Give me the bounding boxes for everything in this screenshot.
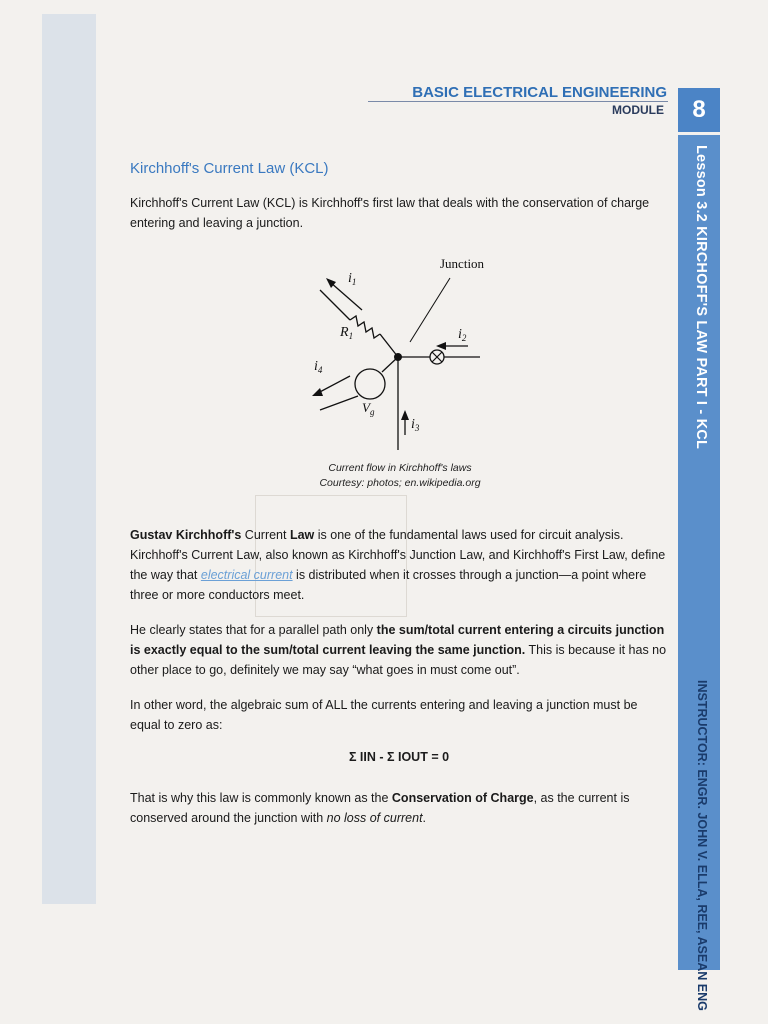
junction-node xyxy=(394,353,402,361)
course-title: BASIC ELECTRICAL ENGINEERING xyxy=(412,84,667,101)
arrow-i1 xyxy=(330,282,362,310)
text-span: This is because it has no other place to go, definitely we may say “what goes in must come out”. xyxy=(130,643,667,677)
label-i2: $i_2$ xyxy=(458,327,467,343)
kcl-statement-paragraph xyxy=(130,620,668,680)
label-i3: $i_3$ xyxy=(411,417,420,433)
junction-pointer xyxy=(410,278,450,342)
bold-name: Gustav Kirchhoff's xyxy=(130,528,242,542)
section-title: Kirchhoff's Current Law (KCL) xyxy=(130,160,329,177)
kcl-definition-paragraph xyxy=(130,525,668,605)
kcl-junction-figure xyxy=(290,250,510,460)
resistor-r1 xyxy=(350,316,380,338)
bold-conservation: Conservation of Charge xyxy=(391,791,534,805)
electrical-current-link[interactable]: electrical current xyxy=(200,568,293,582)
module-number: 8 xyxy=(692,96,706,123)
kcl-formula: Σ IIN - Σ IOUT = 0 xyxy=(348,750,450,764)
intro-paragraph: Kirchhoff's Current Law (KCL) is Kirchhoff's first law that deals with the conservation of charge entering and leaving a junction. xyxy=(130,196,650,230)
module-label: MODULE xyxy=(612,103,664,117)
instructor-label: INSTRUCTOR: ENGR. JOHN V. ELLA, REE, ASEAN ENG xyxy=(695,680,709,1011)
lesson-text: Lesson 3.2 KIRCHOFF'S LAW PART I - KCL xyxy=(693,145,709,450)
text-span: is one of the fundamental laws used for circuit analysis. Kirchhoff's Current Law, also known as Kirchhoff's Junction Law, and Kirchhoff's First Law, define the way that xyxy=(130,528,666,582)
text-span: is distributed when it crosses through a junction—a point where three or more conductors meet. xyxy=(130,568,647,602)
conservation-paragraph xyxy=(130,788,668,828)
lesson-label xyxy=(683,145,709,450)
text-span: Current xyxy=(241,528,290,542)
label-i4: $i_4$ xyxy=(314,359,323,375)
wire-r1-top xyxy=(320,290,350,320)
bold-statement: the sum/total current entering a circuits junction is exactly equal to the sum/total current leaving the same junction. xyxy=(130,623,665,657)
label-r1: $R_1$ xyxy=(340,325,354,341)
bold-law: Law xyxy=(289,528,315,542)
algebraic-sum-paragraph: In other word, the algebraic sum of ALL the currents entering and leaving a junction must be equal to zero as: xyxy=(130,698,638,732)
text-span: , as the current is conserved around the junction with xyxy=(130,791,630,825)
label-i1: $i_1$ xyxy=(348,271,357,287)
header-divider xyxy=(368,101,668,102)
text-span: That is why this law is commonly known as the xyxy=(130,791,392,805)
junction-label: Junction xyxy=(440,256,485,271)
caption-line-2: Courtesy: photos; en.wikipedia.org xyxy=(319,477,481,489)
left-margin-strip xyxy=(42,14,96,904)
wire-r1-junction xyxy=(380,334,398,357)
italic-no-loss: no loss of current xyxy=(326,811,423,825)
label-vg: $V_g$ xyxy=(362,400,375,417)
figure-caption xyxy=(230,461,570,491)
voltage-source xyxy=(355,369,385,399)
text-span: He clearly states that for a parallel path only xyxy=(130,623,377,637)
text-span: . xyxy=(422,811,427,825)
caption-line-1: Current flow in Kirchhoff's laws xyxy=(328,462,472,474)
module-number-box xyxy=(678,88,720,132)
